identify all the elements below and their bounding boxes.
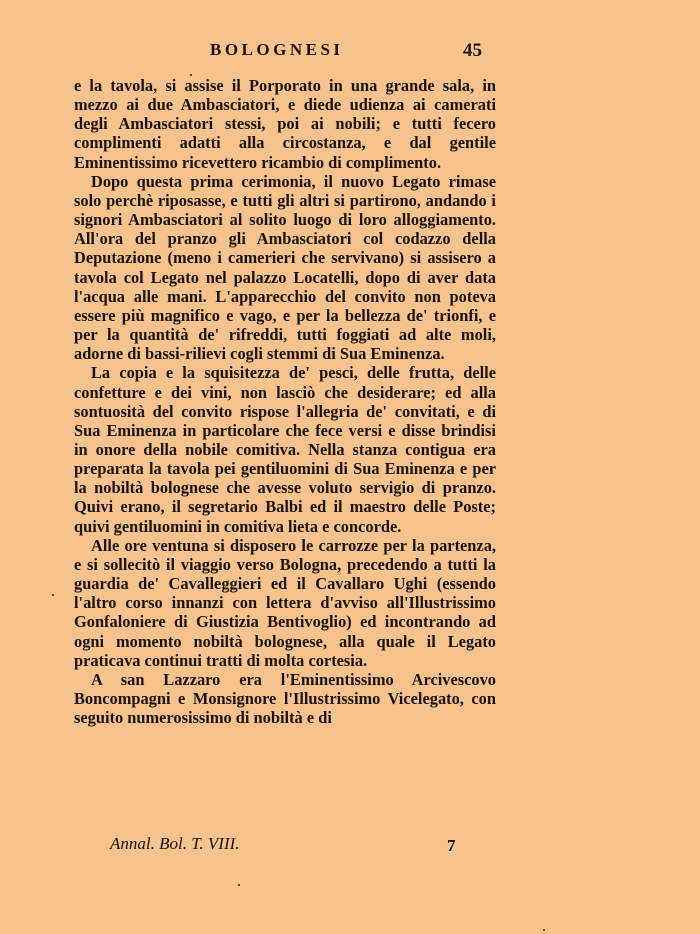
paragraph-1: e la tavola, si assise il Porporato in una grande sala, in mezzo ai due Ambasciatori, e diede udienza ai camerati degli Ambasciatori stessi, poi ai nobili; e tutti fecero complimenti adatti alla circostanza, e dal gentile Eminentissimo ricevettero ricambio di complimento. [74, 76, 496, 172]
paragraph-5: A san Lazzaro era l'Eminentissimo Arcivescovo Boncompagni e Monsignore l'Illustrissimo Vicelegato, con seguito numerosissimo di nobiltà e di [74, 669, 496, 728]
running-title: BOLOGNESI [210, 40, 344, 59]
sheet-number: 7 [447, 836, 456, 855]
signature-mark: Annal. Bol. T. VIII. [110, 834, 240, 853]
page-footer [74, 834, 496, 858]
ink-speck [543, 929, 545, 931]
ink-speck [52, 594, 54, 596]
body-text [74, 76, 496, 727]
page-number: 45 [463, 40, 482, 61]
ink-speck [238, 884, 240, 886]
running-head [74, 40, 494, 66]
paragraph-4: Alle ore ventuna si disposero le carrozze per la partenza, e si sollecitò il viaggio verso Bologna, precedendo a tutti la guardia de' Cavalleggieri ed il Cavallaro Ughi (essendo l'altro corso innanzi con lettera d'avviso all'Illustrissimo Gonfaloniere di Giustizia Bentivoglio) ed incontrando ad ogni momento nobiltà bolognese, alla quale il Legato praticava continui tratti di molta cortesia. [74, 535, 496, 670]
paragraph-3: La copia e la squisitezza de' pesci, delle frutta, delle confetture e dei vini, non lasciò che desiderare; ed alla sontuosità del convito rispose l'allegria de' convitati, e di Sua Eminenza in particolare che fece versi e disse brindisi in onore della nobile comitiva. Nella stanza contigua era preparata la tavola pei gentiluomini di Sua Eminenza e per la nobiltà bolognese che avesse voluto servigio di pranzo. Quivi erano, il segretario Balbi ed il maestro delle Poste; quivi gentiluomini in comitiva lieta e concorde. [74, 363, 496, 536]
ink-speck [190, 74, 192, 76]
paragraph-2: Dopo questa prima cerimonia, il nuovo Legato rimase solo perchè riposasse, e tutti gli altri si partirono, andando i signori Ambasciatori al solito luogo di loro alloggiamento. All'ora del pranzo gli Ambasciatori col codazzo della Deputazione (meno i camerieri che servivano) si assisero a tavola col Legato nel palazzo Locatelli, dopo di aver data l'acqua alle mani. L'apparecchio del convito non poteva essere più magnifico e vago, e per la bellezza de' trionfi, e per la quantità de' rifreddi, tutti foggiati ad alte moli, adorne di bassi-rilievi cogli stemmi di Sua Eminenza. [74, 171, 496, 364]
